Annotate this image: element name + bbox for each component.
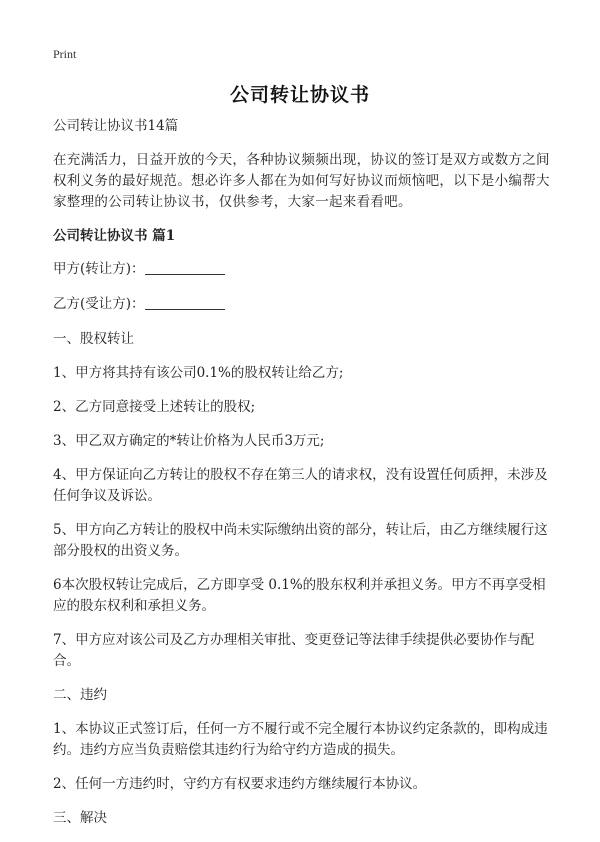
document-body bbox=[53, 116, 553, 842]
section-heading-equity-transfer: 一、股权转让 bbox=[53, 331, 134, 347]
clause-item: 3、甲乙双方确定的*转让价格为人民币3万元; bbox=[53, 433, 325, 449]
party-b-line bbox=[53, 294, 553, 315]
section-heading-resolution: 三、解决 bbox=[53, 810, 107, 826]
clause-item: 7、甲方应对该公司及乙方办理相关审批、变更登记等法律手续提供必要协作与配合。 bbox=[53, 632, 535, 669]
print-link[interactable]: Print bbox=[53, 47, 77, 61]
party-a-label: 甲方(转让方)： bbox=[53, 261, 145, 277]
intro-paragraph: 在充满活力，日益开放的今天，各种协议频频出现，协议的签订是双方或数方之间权利义务的最好规范。想必许多人都在为如何写好协议而烦恼吧，以下是小编帮大家整理的公司转让协议书，仅供参考，大家一起来看看吧。 bbox=[53, 152, 550, 210]
party-b-label: 乙方(受让方)： bbox=[53, 296, 145, 312]
party-b-blank bbox=[145, 295, 225, 310]
clause-item: 6本次股权转让完成后，乙方即享受 0.1%的股东权利并承担义务。甲方不再享受相应的股东权利和承担义务。 bbox=[53, 577, 546, 614]
party-a-blank bbox=[145, 260, 225, 275]
section-heading-breach: 二、违约 bbox=[53, 687, 107, 703]
clause-item: 1、本协议正式签订后，任何一方不履行或不完全履行本协议约定条款的，即构成违约。违约方应当负责赔偿其违约行为给守约方造成的损失。 bbox=[53, 721, 548, 758]
party-a-line bbox=[53, 259, 553, 280]
clause-item: 1、甲方将其持有该公司0.1%的股权转让给乙方; bbox=[53, 365, 344, 381]
clause-item: 2、任何一方违约时，守约方有权要求违约方继续履行本协议。 bbox=[53, 776, 427, 792]
page-title: 公司转让协议书 bbox=[229, 84, 370, 106]
article-heading: 公司转让协议书 篇1 bbox=[53, 228, 176, 244]
clause-item: 2、乙方同意接受上述转让的股权; bbox=[53, 399, 256, 415]
document-subtitle: 公司转让协议书14篇 bbox=[53, 118, 179, 134]
clause-item: 4、甲方保证向乙方转让的股权不存在第三人的请求权，没有设置任何质押，未涉及任何争议及诉讼。 bbox=[53, 467, 548, 504]
clause-item: 5、甲方向乙方转让的股权中尚未实际缴纳出资的部分，转让后，由乙方继续履行这部分股权的出资义务。 bbox=[53, 522, 548, 559]
